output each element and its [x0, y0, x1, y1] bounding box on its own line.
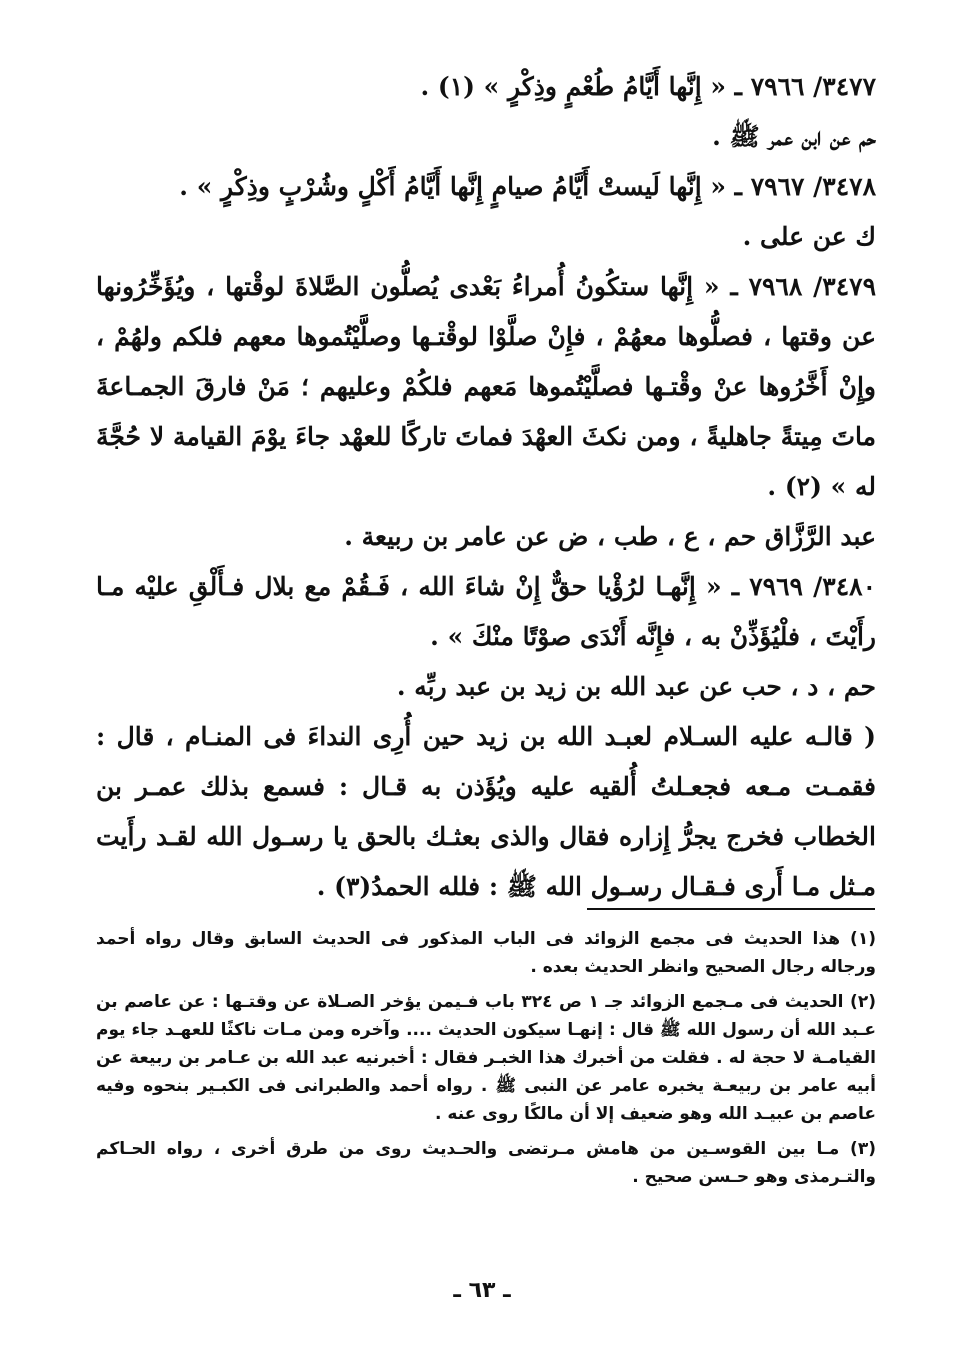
hadith-3477-source: حم عن ابن عمر ﷺ . [712, 122, 876, 151]
hadith-3478-source: ك عن على . [742, 222, 876, 251]
footnote-2: (٢) الحديث فى مـجمع الزوائد جـ ١ ص ٣٢٤ باب فـيمن يؤخر الصـلاة عن وقتـها : عن عاصم بن عـبد الله أن رسول الله ﷺ قال : إنهـا سيكون الحديث .... وآخره ومن مـات ناكثًا للعهـد جاء يوم القيامـة لا حجة له . فقلت من أخبرك هذا الخبـر فقال : أخبرنيه عبد الله بن عـامر بن ربيعة عن أبيه عامر بن ربيعـة يخبره عامر عن النبى ﷺ . رواه أحمد والطبرانى فى الكبـير بنحوه وفيه عاصم بن عبيـد الله وهو ضعيف إلا أن مالكًا روى عنه . [96, 992, 876, 1124]
hadith-3479: ٣٤٧٩/ ٧٩٦٨ ـ « إِنَّها ستكُونُ أُمراءُ بَعْدى يُصلُّون الصَّلاةَ لوقْتها ، ويُؤَخِّرُونها عن وقتها ، فصلُّوها معهُمْ ، فإِنْ صلَّوْا لوقْتـها وصلَّيْتُموها معهم فلكم ولهُمْ ، وإِنْ أَخَّرُوها عنْ وقْتـها فصلَّيْتُموها مَعهم فلكُمْ وعليهم ؛ مَنْ فارقَ الجمـاعةَ ماتَ مِيتةً جاهليةً ، ومن نكثَ العهْدَ فماتَ تاركًا للعهْد جاءَ يوْمَ القيامة لا حُجَّةَ له » (٢) . [96, 272, 876, 501]
footnote-3: (٣) مـا بين القوسـين من هامش مـرتضى والحـديث روى من طرق أخرى ، رواه الحـاكم والتـرمذى وهو حـسن صحيح . [96, 1139, 876, 1187]
page-number: ـ ٦٣ ـ [453, 1278, 511, 1303]
hadith-3479-source: عبد الرَّزَّاق حم ، ع ، طب ، ض عن عامر بن ربيعة . [344, 522, 876, 551]
footnote-divider [587, 908, 875, 910]
footnote-1: (١) هذا الحديث فى مجمع الزوائد فى الباب المذكور فى الحديث السابق وقال رواه أحمد ورجاله رجال الصحيح وانظر الحديث بعده . [96, 929, 876, 977]
hadith-3480-commentary: ( قالـه عليه السـلام لعبـد الله بن زيد حين أُرِى النداءَ فى المنـام ، قال : فقمـت مـعه فجعـلتُ أُلقيه عليه ويُؤَذن به قـال : فسمع بذلك عمـر بن الخطاب فخرج يجرُّ إِزاره فقال والذى بعثـك بالحق يا رسـول الله لقـد رأَيت مـثل مـا أَرى فـقـال رسـول الله ﷺ : فلله الحمدُ(٣) . [96, 722, 876, 901]
hadith-3478: ٣٤٧٨/ ٧٩٦٧ ـ « إِنَّها لَيستْ أَيَّامُ صيامٍ إِنَّها أَيَّامُ أَكْلٍ وشُرْبٍ وذِكْرٍ » . [179, 172, 876, 201]
hadith-3480-source: حم ، د ، حب عن عبد الله بن زيد بن عبد ربِّه . [396, 672, 876, 701]
footnotes-block [96, 925, 876, 1198]
main-text-block [96, 62, 876, 912]
hadith-3480: ٣٤٨٠/ ٧٩٦٩ ـ « إِنَّهـا لرُؤْيا حقٌّ إِنْ شاءَ الله ، فَـقُمْ مع بلال فـأَلْقِ عليْه مـا رأَيْتَ ، فلْيُؤَذِّنْ به ، فإِنَّه أَنْدَى صوْتًا منْكَ » . [96, 572, 876, 651]
hadith-3477: ٣٤٧٧/ ٧٩٦٦ ـ « إِنَّها أَيَّامُ طُعْمٍ وذِكْرٍ » (١) . [420, 72, 876, 101]
